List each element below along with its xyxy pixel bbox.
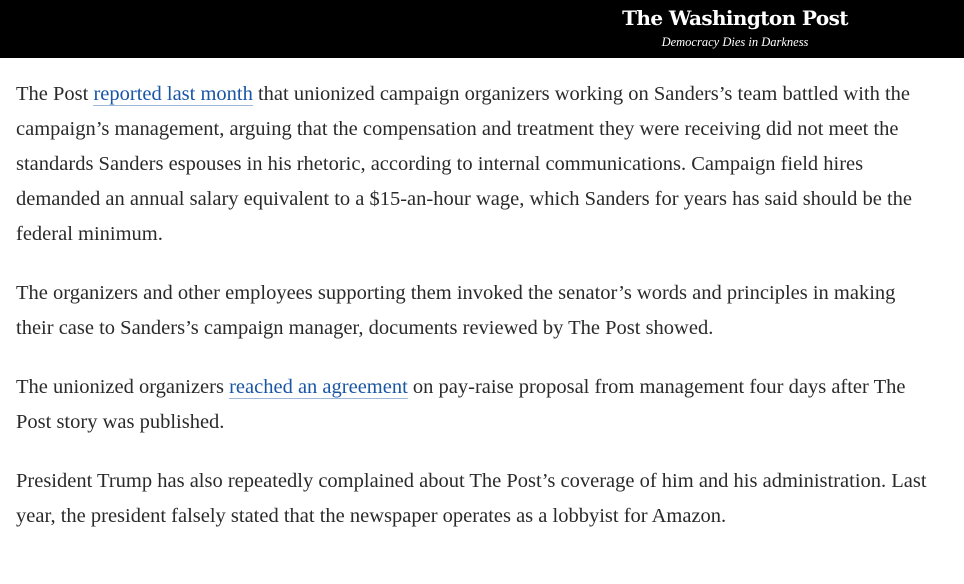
reached-an-agreement-link[interactable]: reached an agreement [229,376,408,398]
paragraph-text: that unionized campaign organizers working on Sanders’s team battled with the campaign’s management, arguing that the compensation and treatment they were receiving did not meet the standards Sanders espouses in his rhetoric, according to internal communications. Campaign field hires demanded an annual salary equivalent to a $15-an-hour wage, which Sanders for years has said should be the federal minimum. [16,83,913,245]
article-paragraph-3 [16,370,936,440]
washington-post-logo[interactable]: The Washington Post [622,6,848,30]
article-paragraph-1 [16,77,936,252]
article-paragraph-4: President Trump has also repeatedly complained about The Post’s coverage of him and his administration. Last year, the president falsely stated that the newspaper operates as a lobbyist for Amazon. [16,470,927,527]
paragraph-text: The unionized organizers [16,376,230,398]
brand[interactable] [620,5,850,49]
reported-last-month-link[interactable]: reported last month [93,83,253,105]
article-paragraph-2: The organizers and other employees supporting them invoked the senator’s words and principles in making their case to Sanders’s campaign manager, documents reviewed by The Post showed. [16,282,896,339]
paragraph-text: on pay-raise proposal from management four days after The Post story was published. [16,376,906,433]
article-body [16,77,936,558]
paragraph-text: The Post [16,83,94,105]
masthead [0,0,964,58]
masthead-slogan: Democracy Dies in Darkness [661,35,809,49]
